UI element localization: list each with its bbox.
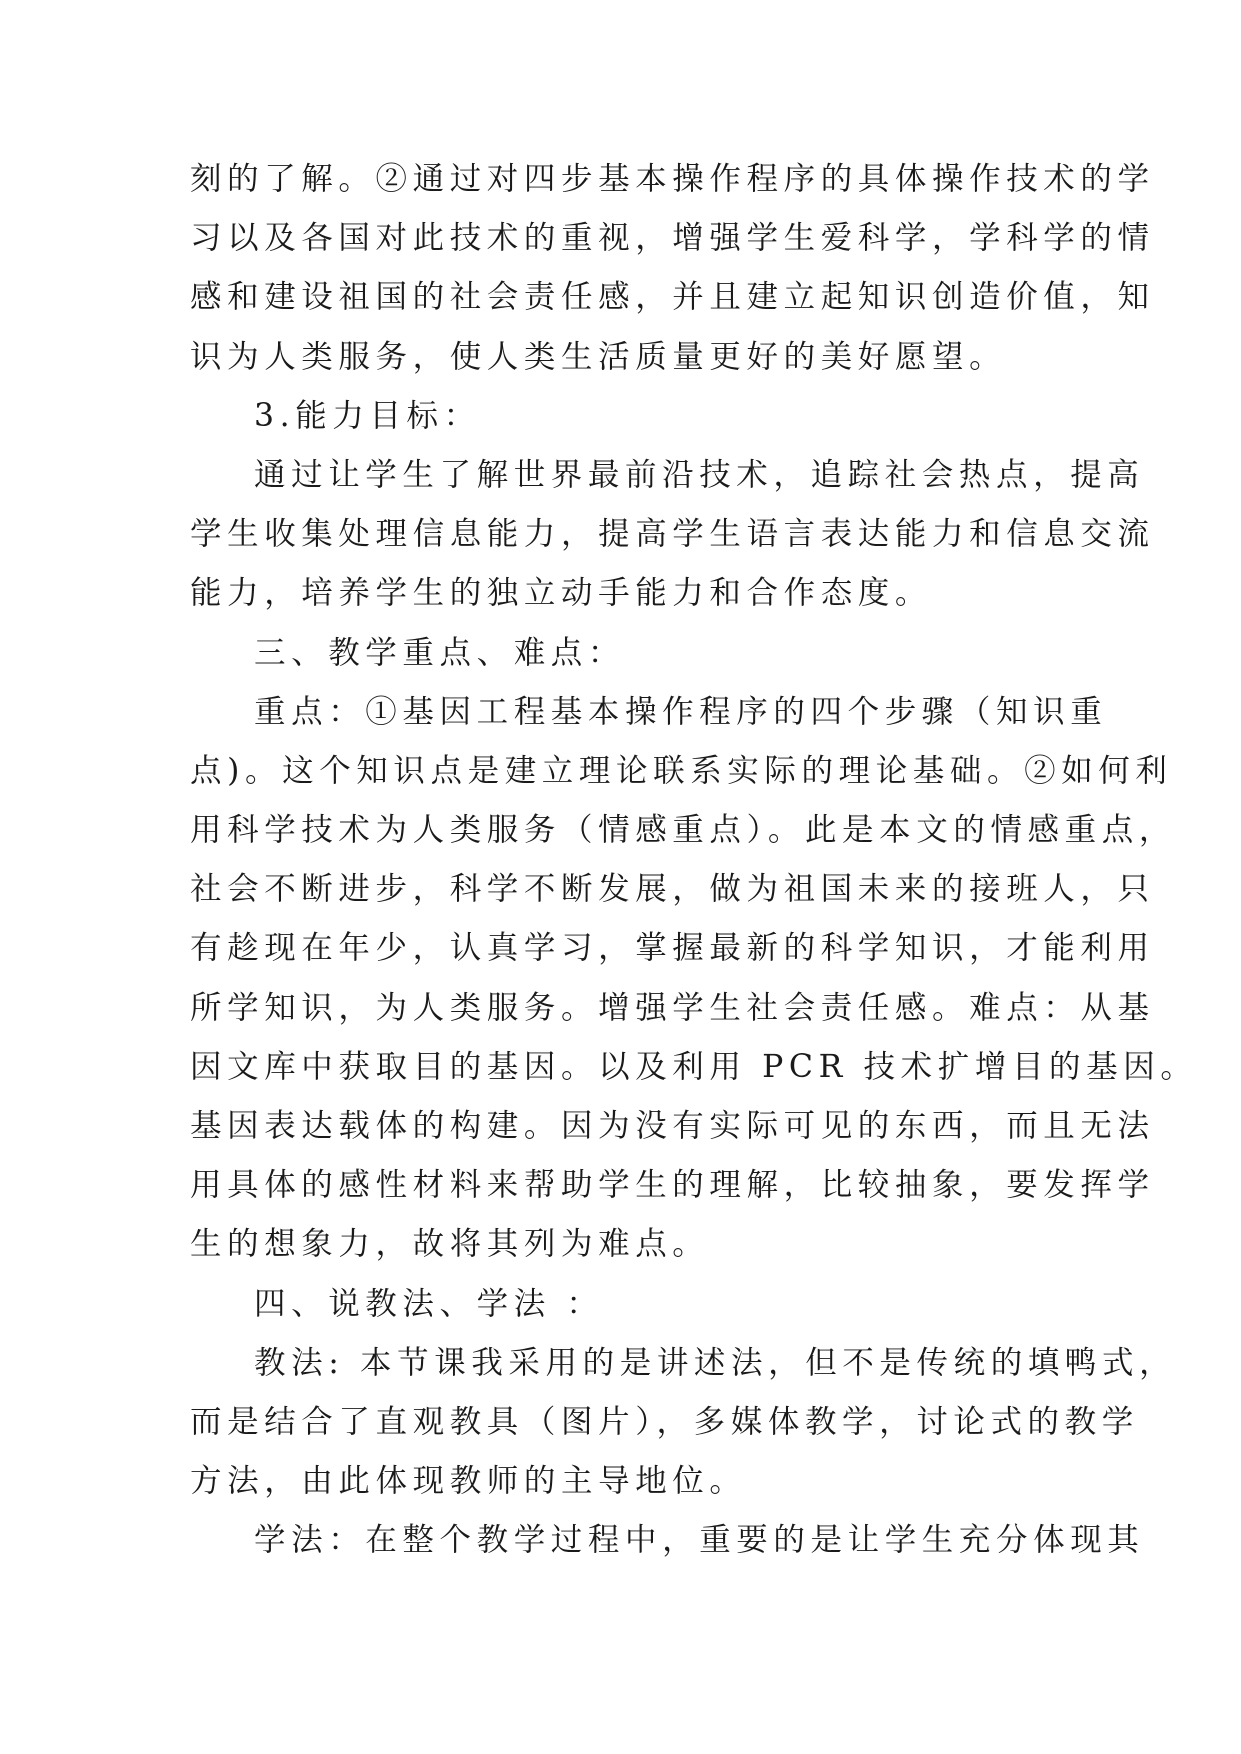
text-line: 用具体的感性材料来帮助学生的理解，比较抽象，要发挥学 bbox=[190, 1167, 1155, 1204]
text-line: 刻的了解。②通过对四步基本操作程序的具体操作技术的学 bbox=[190, 161, 1155, 197]
text-line: 重点：①基因工程基本操作程序的四个步骤（知识重 bbox=[254, 693, 1108, 730]
text-line: 学法：在整个教学过程中，重要的是让学生充分体现其 bbox=[254, 1522, 1145, 1559]
section-heading: 四、说教法、学法 ： bbox=[254, 1285, 604, 1322]
text-line: 生的想象力，故将其列为难点。 bbox=[190, 1226, 710, 1263]
text-line: 所学知识，为人类服务。增强学生社会责任感。难点：从基 bbox=[190, 989, 1155, 1026]
text-line: 习以及各国对此技术的重视，增强学生爱科学，学科学的情 bbox=[190, 220, 1155, 257]
text-line: 而是结合了直观教具（图片），多媒体教学，讨论式的教学 bbox=[190, 1403, 1139, 1440]
text-line: 社会不断进步，科学不断发展，做为祖国未来的接班人，只 bbox=[190, 871, 1155, 908]
document-body bbox=[190, 150, 1198, 1571]
text-line: 因文库中获取目的基因。以及利用 PCR 技术扩增目的基因。 bbox=[190, 1048, 1198, 1085]
text-line: 点)。这个知识点是建立理论联系实际的理论基础。②如何利 bbox=[190, 752, 1173, 789]
text-line: 识为人类服务，使人类生活质量更好的美好愿望。 bbox=[190, 338, 1007, 375]
text-line: 通过让学生了解世界最前沿技术，追踪社会热点，提高 bbox=[254, 456, 1145, 493]
section-heading: 三、教学重点、难点： bbox=[254, 634, 626, 671]
text-line: 有趁现在年少，认真学习，掌握最新的科学知识，才能利用 bbox=[190, 930, 1155, 967]
text-line: 用科学技术为人类服务（情感重点）。此是本文的情感重点， bbox=[190, 812, 1176, 849]
text-line: 教法: 本节课我采用的是讲述法，但不是传统的填鸭式， bbox=[254, 1344, 1177, 1381]
text-line: 学生收集处理信息能力，提高学生语言表达能力和信息交流 bbox=[190, 516, 1155, 553]
text-line: 感和建设祖国的社会责任感，并且建立起知识创造价值，知 bbox=[190, 279, 1155, 316]
section-heading: 3.能力目标： bbox=[254, 397, 481, 434]
text-line: 方法，由此体现教师的主导地位。 bbox=[190, 1463, 747, 1500]
text-line: 基因表达载体的构建。因为没有实际可见的东西，而且无法 bbox=[190, 1108, 1155, 1144]
text-line: 能力，培养学生的独立动手能力和合作态度。 bbox=[190, 575, 933, 612]
